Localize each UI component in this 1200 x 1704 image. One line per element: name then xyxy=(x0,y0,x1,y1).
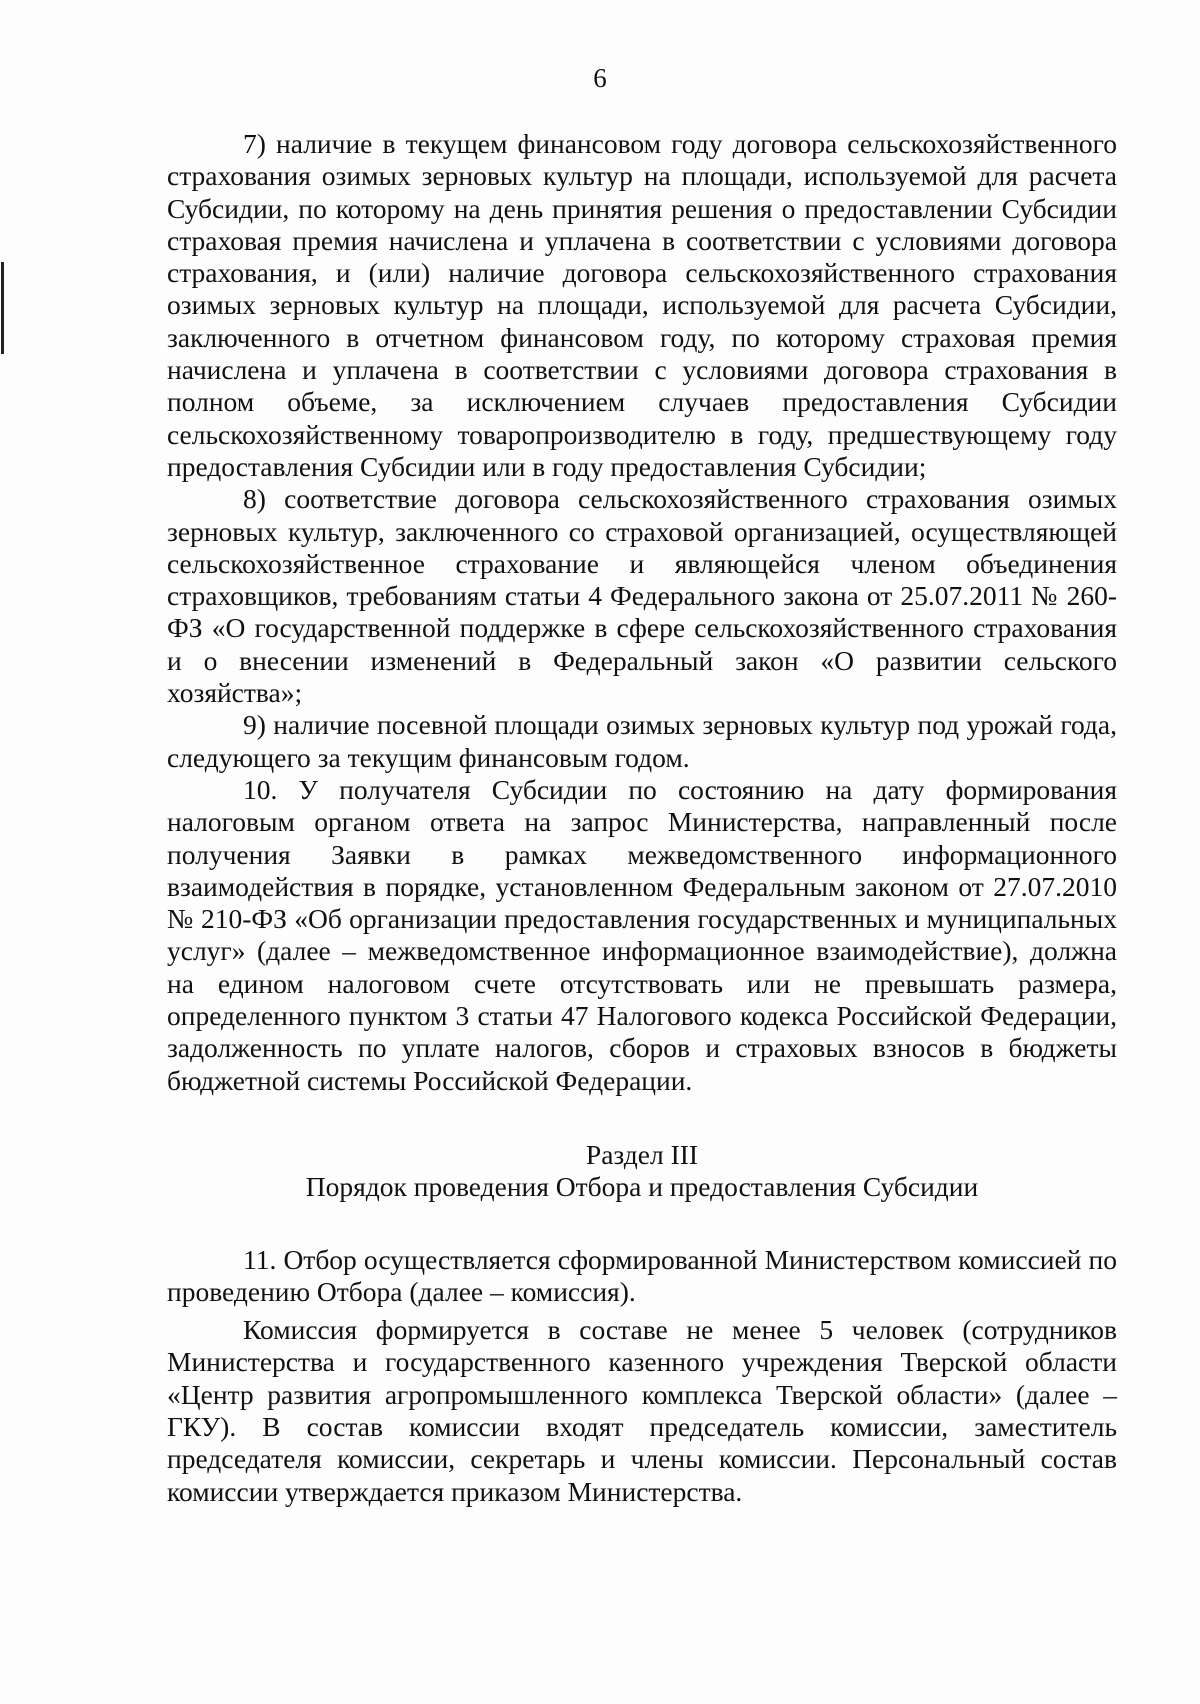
scan-edge-mark xyxy=(1,262,4,354)
paragraph-item-8: 8) соответствие договора сельскохозяйственного страхования озимых зерновых культур, заключенного со страховой организацией, осуществляющей сельскохозяйственное страхование и являющейся членом объединения страховщиков, требованиям статьи 4 Федерального закона от 25.07.2011 № 260-ФЗ «О государственной поддержке в сфере сельскохозяйственного страхования и о внесении изменений в Федеральный закон «О развитии сельского хозяйства»; xyxy=(167,483,1117,709)
spacer xyxy=(167,1204,1117,1244)
paragraph-item-10: 10. У получателя Субсидии по состоянию на дату формирования налоговым органом ответа на запрос Министерства, направленный после получения Заявки в рамках межведомственного информационного взаимодействия в порядке, установленном Федеральным законом от 27.07.2010 № 210-ФЗ «Об организации предоставления государственных и муниципальных услуг» (далее – межведомственное информационное взаимодействие), должна на едином налоговом счете отсутствовать или не превышать размера, определенного пунктом 3 статьи 47 Налогового кодекса Российской Федерации, задолженность по уплате налогов, сборов и страховых взносов в бюджеты бюджетной системы Российской Федерации. xyxy=(167,773,1117,1096)
paragraph-item-7: 7) наличие в текущем финансовом году договора сельскохозяйственного страхования озимых зерновых культур на площади, используемой для расчета Субсидии, по которому на день принятия решения о предоставлении Субсидии страховая премия начислена и уплачена в соответствии с условиями договора страхования, и (или) наличие договора сельскохозяйственного страхования озимых зерновых культур на площади, используемой для расчета Субсидии, заключенного в отчетном финансовом году, по которому страховая премия начислена и уплачена в соответствии с условиями договора страхования в полном объеме, за исключением случаев предоставления Субсидии сельскохозяйственному товаропроизводителю в году, предшествующему году предоставления Субсидии или в году предоставления Субсидии; xyxy=(167,128,1117,482)
page-number: 6 xyxy=(593,63,607,93)
document-body xyxy=(167,128,1117,1508)
section-title: Порядок проведения Отбора и предоставления Субсидии xyxy=(305,1171,979,1203)
spacer xyxy=(167,1097,1117,1139)
paragraph-commission: Комиссия формируется в составе не менее 5 человек (сотрудников Министерства и государственного казенного учреждения Тверской области «Центр развития агропромышленного комплекса Тверской области» (далее – ГКУ). В состав комиссии входят председатель комиссии, заместитель председателя комиссии, секретарь и члены комиссии. Персональный состав комиссии утверждается приказом Министерства. xyxy=(167,1314,1117,1507)
paragraph-item-11: 11. Отбор осуществляется сформированной Министерством комиссией по проведению Отбора (далее – комиссия). xyxy=(167,1243,1117,1307)
paragraph-item-9: 9) наличие посевной площади озимых зерновых культур под урожай года, следующего за текущим финансовым годом. xyxy=(167,709,1117,773)
section-number: Раздел III xyxy=(585,1138,699,1170)
